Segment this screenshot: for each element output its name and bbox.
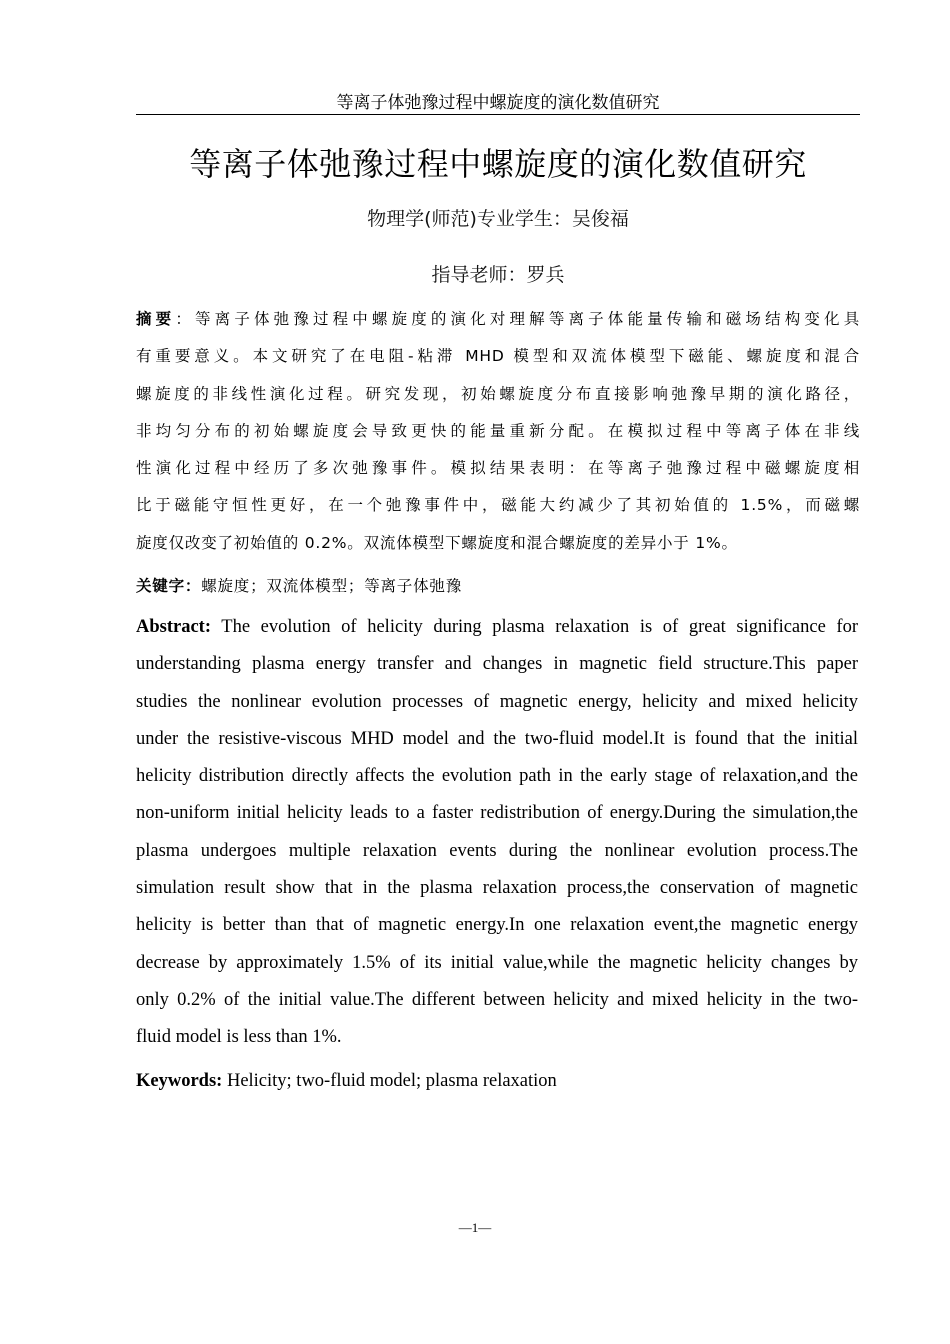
- abstract-en-line: plasma undergoes multiple relaxation events during the nonlinear evolution process.The: [136, 840, 858, 861]
- abstract-cn: [136, 304, 860, 565]
- keywords-en-label: Keywords:: [136, 1071, 223, 1091]
- keywords-en: [136, 1066, 557, 1096]
- page-number: —1—: [458, 1220, 492, 1235]
- abstract-en-line: only 0.2% of the initial value.The different between helicity and mixed helicity in the two-: [136, 989, 858, 1010]
- header-rule: [136, 114, 860, 115]
- keywords-cn-value: 螺旋度；双流体模型；等离子体弛豫: [201, 577, 463, 595]
- paper-title: 等离子体弛豫过程中螺旋度的演化数值研究: [189, 145, 807, 183]
- keywords-cn: [136, 571, 462, 601]
- abstract-cn-line: 比于磁能守恒性更好，在一个弛豫事件中，磁能大约减少了其初始值的 1.5%，而磁螺: [136, 496, 860, 515]
- abstract-en-line: studies the nonlinear evolution processes of magnetic energy, helicity and mixed helicity: [136, 691, 858, 712]
- abstract-en-line: fluid model is less than 1%.: [136, 1027, 342, 1048]
- abstract-cn-line: 有重要意义。本文研究了在电阻-粘滞 MHD 模型和双流体模型下磁能、螺旋度和混合: [136, 347, 860, 366]
- abstract-en-line: Abstract: The evolution of helicity during plasma relaxation is of great significance for: [136, 617, 858, 637]
- abstract-en: [136, 612, 858, 1060]
- abstract-en-line: non-uniform initial helicity leads to a faster redistribution of energy.During the simulation,the: [136, 803, 858, 824]
- abstract-en-line: simulation result show that in the plasma relaxation process,the conservation of magnetic: [136, 878, 858, 899]
- abstract-cn-line: 性演化过程中经历了多次弛豫事件。模拟结果表明：在等离子弛豫过程中磁螺旋度相: [136, 459, 860, 478]
- running-header: 等离子体弛豫过程中螺旋度的演化数值研究: [336, 93, 660, 113]
- abstract-cn-line: 旋度仅改变了初始值的 0.2%。双流体模型下螺旋度和混合螺旋度的差异小于 1%。: [136, 533, 738, 552]
- abstract-en-line: decrease by approximately 1.5% of its initial value,while the magnetic helicity changes by: [136, 952, 858, 973]
- abstract-cn-line: 螺旋度的非线性演化过程。研究发现，初始螺旋度分布直接影响弛豫早期的演化路径，: [136, 384, 860, 403]
- abstract-en-line: helicity is better than that of magnetic energy.In one relaxation event,the magnetic energy: [136, 915, 858, 936]
- abstract-en-line: understanding plasma energy transfer and changes in magnetic field structure.This paper: [136, 654, 858, 675]
- keywords-en-value: Helicity; two-fluid model; plasma relaxation: [222, 1071, 557, 1091]
- abstract-cn-line: 非均匀分布的初始螺旋度会导致更快的能量重新分配。在模拟过程中等离子体在非线: [136, 421, 860, 440]
- abstract-cn-label-sep: ：: [175, 310, 195, 328]
- abstract-en-line: helicity distribution directly affects the evolution path in the early stage of relaxation,and the: [136, 766, 858, 787]
- abstract-en-label: Abstract:: [136, 617, 212, 637]
- keywords-cn-label: 关键字：: [136, 577, 202, 595]
- author-line: 物理学(师范)专业学生：吴俊福: [367, 208, 629, 230]
- abstract-cn-line: 摘要：等离子体弛豫过程中螺旋度的演化对理解等离子体能量传输和磁场结构变化具: [136, 310, 861, 328]
- abstract-cn-label: 摘要: [136, 310, 176, 328]
- abstract-en-line: under the resistive-viscous MHD model and the two-fluid model.It is found that the initial: [136, 728, 858, 749]
- advisor-line: 指导老师：罗兵: [431, 264, 565, 286]
